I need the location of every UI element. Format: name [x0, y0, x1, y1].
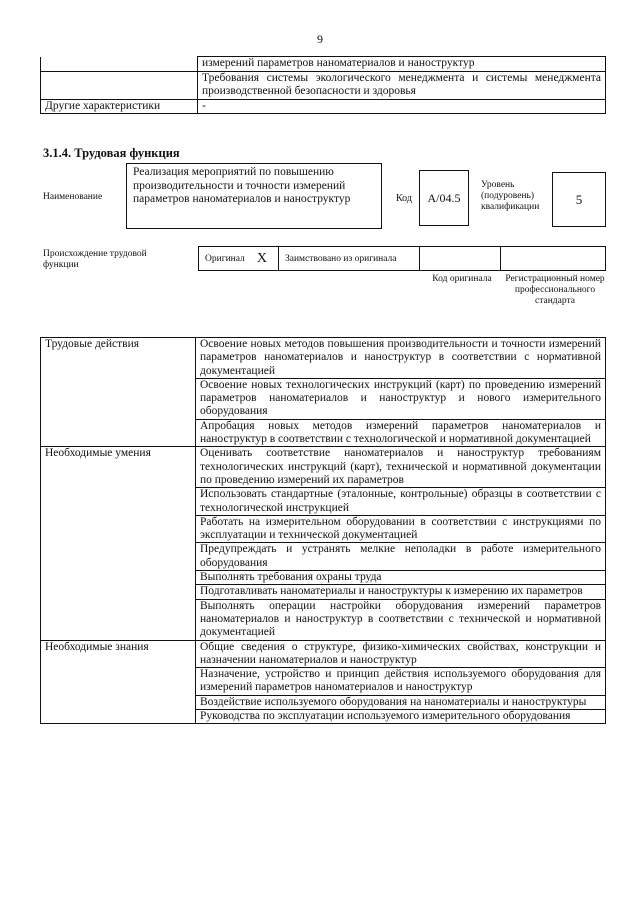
table-row — [41, 338, 606, 379]
code-label: Код — [396, 193, 412, 204]
list-item: Предупреждать и устранять мелкие неполадки в работе измерительного оборудования — [196, 543, 606, 571]
group-label: Необходимые знания — [41, 640, 196, 724]
function-table — [40, 337, 606, 724]
name-value: Реализация мероприятий по повышению производительности и точности измерений параметров наноматериалов и наноструктур — [126, 163, 382, 229]
table-cell-label — [41, 71, 198, 99]
table-cell-text: Требования системы экологического менеджмента и системы менеджмента производственной безопасности и здоровья — [198, 71, 606, 99]
code-value: А/04.5 — [419, 170, 469, 226]
borrowed-cell: Заимствовано из оригинала — [278, 246, 420, 271]
list-item: Оценивать соответствие наноматериалов и наноструктур требованиям технологических инструкций (карт), технической и нормативной документации по проведению измерений их параметров — [196, 447, 606, 488]
list-item: Апробация новых методов измерений параметров наноматериалов и наноструктур в соответствии с технологической и нормативной документацией — [196, 419, 606, 447]
characteristics-table — [40, 56, 606, 114]
list-item: Освоение новых методов повышения производительности и точности измерений параметров наноматериалов и наноструктур в соответствии с нормативной документацией — [196, 338, 606, 379]
section-title: 3.1.4. Трудовая функция — [43, 146, 180, 160]
list-item: Воздействие используемого оборудования на наноматериалы и наноструктуры — [196, 695, 606, 709]
origin-label: Происхождение трудовой функции — [43, 249, 147, 270]
table-cell-text: - — [198, 99, 606, 114]
page-number: 9 — [317, 32, 323, 46]
name-label: Наименование — [43, 192, 103, 202]
list-item: Работать на измерительном оборудовании в соответствии с инструкциями по эксплуатации и технической документацией — [196, 515, 606, 543]
origin-row — [198, 246, 606, 271]
group-label: Трудовые действия — [41, 338, 196, 447]
original-cell — [198, 246, 278, 271]
reg-number-caption: Регистрационный номер профессионального стандарта — [505, 274, 605, 306]
table-row — [41, 57, 606, 72]
table-row — [41, 99, 606, 114]
list-item: Руководства по эксплуатации используемого измерительного оборудования — [196, 710, 606, 724]
original-label: Оригинал — [205, 253, 245, 264]
original-mark: X — [256, 250, 267, 266]
table-row — [41, 447, 606, 488]
list-item: Освоение новых технологических инструкций (карт) по проведению измерений параметров наноматериалов и наноструктур и нового измерительного оборудования — [196, 378, 606, 419]
reg-number-cell — [501, 246, 606, 271]
level-label: Уровень (подуровень) квалификации — [481, 180, 540, 212]
table-cell-label — [41, 57, 198, 72]
table-cell-text: измерений параметров наноматериалов и наноструктур — [198, 57, 606, 72]
level-value: 5 — [552, 172, 606, 227]
table-row — [41, 640, 606, 668]
list-item: Выполнять операции настройки оборудования измерений параметров наноматериалов и наноструктур в соответствии с технической и нормативной документацией — [196, 599, 606, 640]
group-label: Необходимые умения — [41, 447, 196, 640]
list-item: Общие сведения о структуре, физико-химических свойствах, конструкции и назначении наноматериалов и наноструктур — [196, 640, 606, 668]
code-original-caption: Код оригинала — [432, 274, 492, 284]
list-item: Назначение, устройство и принцип действия используемого оборудования для измерений параметров наноматериалов и наноструктур — [196, 668, 606, 696]
table-cell-label: Другие характеристики — [41, 99, 198, 114]
list-item: Использовать стандартные (эталонные, контрольные) образцы в соответствии с технологической инструкцией — [196, 488, 606, 516]
list-item: Подготавливать наноматериалы и наноструктуры к измерению их параметров — [196, 585, 606, 599]
list-item: Выполнять требования охраны труда — [196, 571, 606, 585]
code-original-cell — [420, 246, 501, 271]
table-row — [41, 71, 606, 99]
